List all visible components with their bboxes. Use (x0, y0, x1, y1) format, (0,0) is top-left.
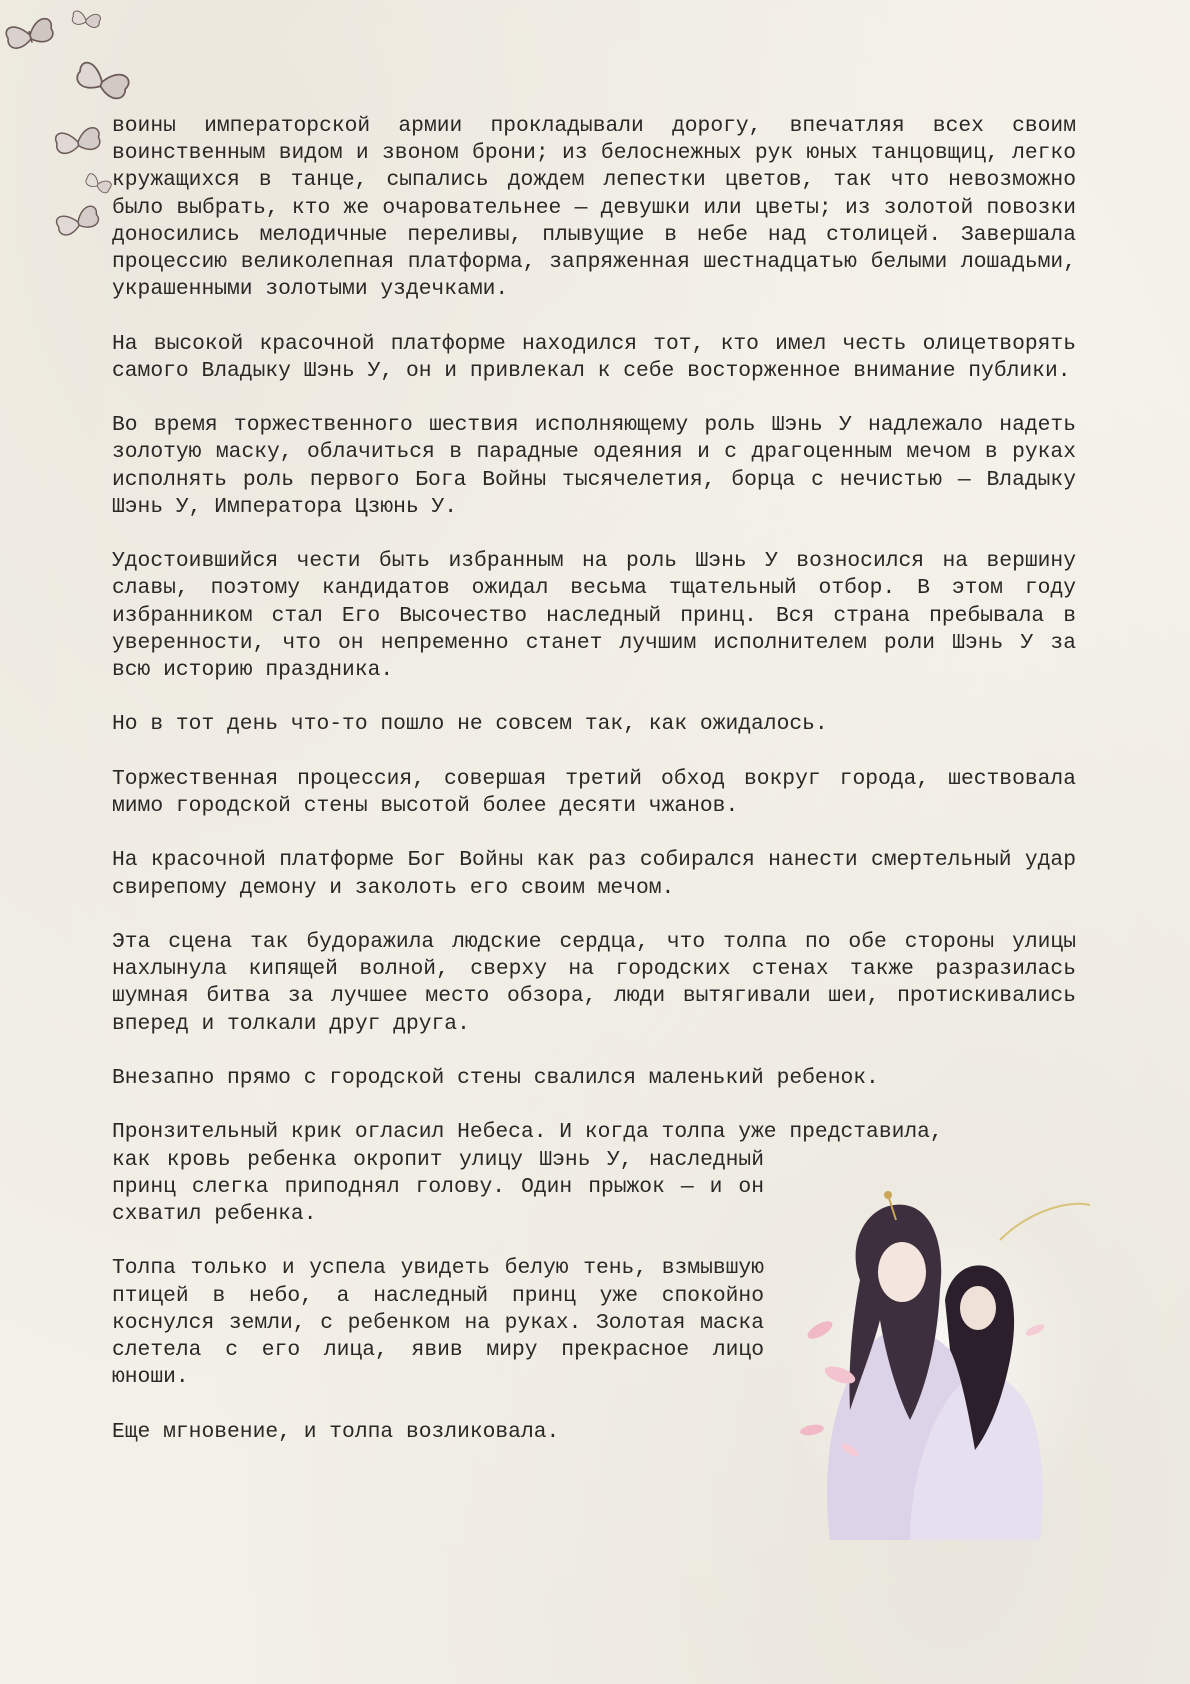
paragraph-crowd-excited: Эта сцена так будоражила людские сердца, что толпа по обе стороны улицы нахлынула кипящей волной, сверху на городских стенах также разразилась шумная битва за лучшее место обзора, люди вытягивали шеи, протискивались вперед и толкали друг друга. (112, 929, 1076, 1036)
paragraph-procession: воины императорской армии прокладывали дорогу, впечатляя всех своим воинственным видом и звоном брони; из белоснежных рук юных танцовщиц, легко кружащихся в танце, сыпались дождем лепестки цветов, так что невозможно было выбрать, кто же очаровательнее — девушки или цветы; из золотой повозки доносились мелодичные переливы, плывущие в небе над столицей. Завершала процессию великолепная платформа, запряженная шестнадцатью белыми лошадьми, украшенными золотыми уздечками. (112, 114, 1076, 302)
paragraph-that-day: Но в тот день что-то пошло не совсем так, как ожидалось. (112, 712, 828, 737)
article-text (112, 113, 1076, 1473)
paragraph-third-round: Торжественная процессия, совершая третий обход вокруг города, шествовала мимо городской стены высотой более десяти чжанов. (112, 766, 1076, 818)
paragraph-child-falls: Внезапно прямо с городской стены свалился маленький ребенок. (112, 1065, 879, 1090)
paragraph-crowd-rejoiced: Еще мгновение, и толпа возликовала. (112, 1419, 560, 1444)
paragraph-cry (112, 1119, 1076, 1228)
paragraph-god-of-war: На красочной платформе Бог Войны как раз собирался нанести смертельный удар свирепому демону и заколоть его своим мечом. (112, 848, 1076, 900)
paragraph-cry-rest: как кровь ребенка окропит улицу Шэнь У, наследный принц слегка приподнял голову. Один прыжок — и он схватил ребенка. (112, 1147, 764, 1226)
paragraph-mask: Во время торжественного шествия исполняющему роль Шэнь У надлежало надеть золотую маску, облачиться в парадные одеяния и с драгоценным мечом в руках исполнять роль первого Бога Войны тысячелетия, борца с нечистью — Владыку Шэнь У, Императора Цзюнь У. (112, 413, 1076, 519)
paragraph-platform: На высокой красочной платформе находился тот, кто имел честь олицетворять самого Владыку Шэнь У, он и привлекал к себе восторженное внимание публики. (112, 331, 1076, 383)
paragraph-white-shadow: Толпа только и успела увидеть белую тень, взмывшую птицей в небо, а наследный принц уже спокойно коснулся земли, с ребенком на руках. Золотая маска слетела с его лица, явив миру прекрасное лицо юноши. (112, 1256, 764, 1390)
paragraph-chosen: Удостоившийся чести быть избранным на роль Шэнь У возносился на вершину славы, поэтому кандидатов ожидал весьма тщательный отбор. В этом году избранником стал Его Высочество наследный принц. Вся страна пребывала в уверенности, что он непременно станет лучшим исполнителем роли Шэнь У за всю историю праздника. (112, 549, 1076, 683)
paragraph-cry-first-line: Пронзительный крик огласил Небеса. И когда толпа уже представила, (112, 1120, 943, 1145)
